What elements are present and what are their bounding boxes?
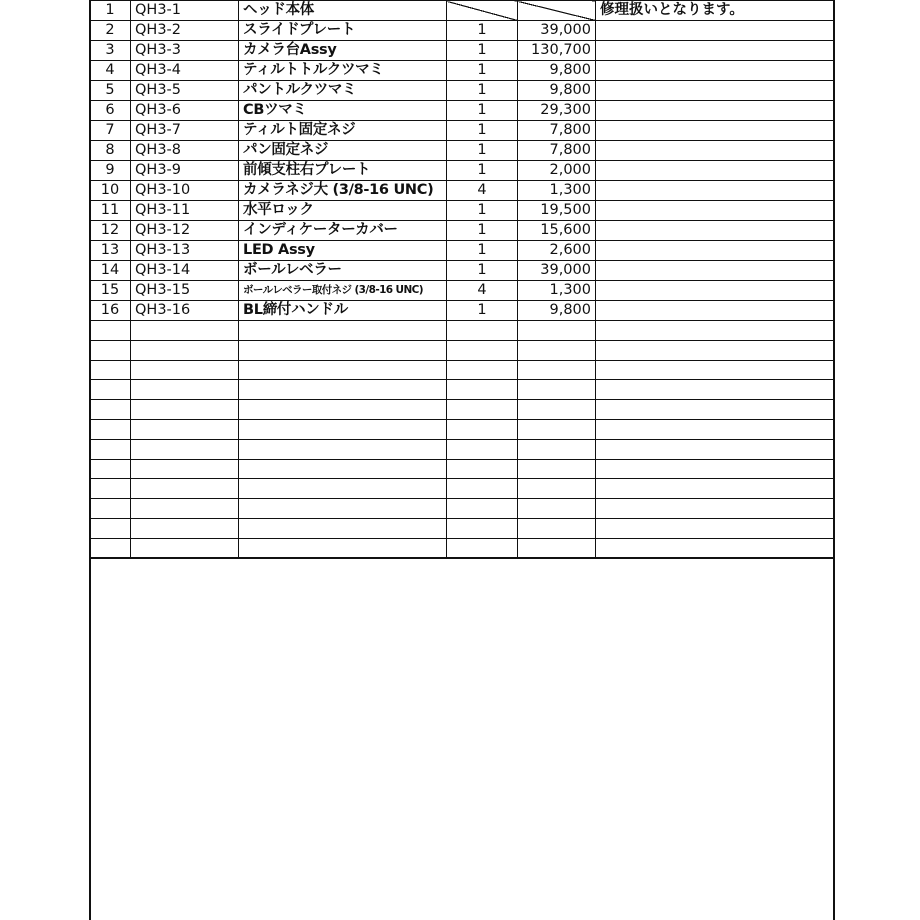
empty-part-name-cell bbox=[239, 499, 447, 519]
empty-remarks-cell bbox=[596, 439, 834, 459]
table-row bbox=[90, 121, 834, 141]
quantity-cell: 1 bbox=[447, 81, 518, 101]
empty-remarks-cell bbox=[596, 419, 834, 439]
part-name-cell: インディケーターカバー bbox=[239, 221, 447, 241]
empty-table-row bbox=[90, 340, 834, 360]
empty-remarks-cell bbox=[596, 400, 834, 420]
unit-price-cell: 15,600 bbox=[518, 221, 596, 241]
table-row bbox=[90, 261, 834, 281]
empty-unit-price-cell bbox=[518, 459, 596, 479]
empty-quantity-cell bbox=[447, 518, 518, 538]
empty-remarks-cell bbox=[596, 538, 834, 558]
empty-remarks-cell bbox=[596, 321, 834, 341]
empty-quantity-cell bbox=[447, 400, 518, 420]
part-name-cell: ティルトトルクツマミ bbox=[239, 61, 447, 81]
quantity-cell: 1 bbox=[447, 21, 518, 41]
empty-unit-price-cell bbox=[518, 439, 596, 459]
empty-table-row bbox=[90, 400, 834, 420]
part-name-cell: カメラネジ大 (3/8-16 UNC) bbox=[239, 181, 447, 201]
remarks-cell: 修理扱いとなります。 bbox=[596, 1, 834, 21]
empty-remarks-cell bbox=[596, 459, 834, 479]
row-number-cell: 15 bbox=[90, 281, 131, 301]
quantity-cell bbox=[447, 1, 518, 21]
empty-remarks-cell bbox=[596, 380, 834, 400]
part-code-cell: QH3-2 bbox=[131, 21, 239, 41]
row-number-cell: 11 bbox=[90, 201, 131, 221]
part-code-cell: QH3-6 bbox=[131, 101, 239, 121]
empty-unit-price-cell bbox=[518, 340, 596, 360]
empty-unit-price-cell bbox=[518, 380, 596, 400]
empty-part-code-cell bbox=[131, 479, 239, 499]
empty-part-code-cell bbox=[131, 499, 239, 519]
part-name-cell: スライドプレート bbox=[239, 21, 447, 41]
unit-price-cell: 130,700 bbox=[518, 41, 596, 61]
remarks-cell bbox=[596, 141, 834, 161]
empty-table-row bbox=[90, 419, 834, 439]
remarks-cell bbox=[596, 161, 834, 181]
row-number-cell: 12 bbox=[90, 221, 131, 241]
part-code-cell: QH3-16 bbox=[131, 301, 239, 321]
empty-part-code-cell bbox=[131, 380, 239, 400]
quantity-cell: 1 bbox=[447, 61, 518, 81]
part-name-cell: BL締付ハンドル bbox=[239, 301, 447, 321]
remarks-cell bbox=[596, 261, 834, 281]
empty-quantity-cell bbox=[447, 360, 518, 380]
remarks-cell bbox=[596, 301, 834, 321]
empty-remarks-cell bbox=[596, 360, 834, 380]
empty-table-row bbox=[90, 479, 834, 499]
row-number-cell: 1 bbox=[90, 1, 131, 21]
empty-row-number-cell bbox=[90, 419, 131, 439]
remarks-cell bbox=[596, 101, 834, 121]
remarks-cell bbox=[596, 221, 834, 241]
row-number-cell: 6 bbox=[90, 101, 131, 121]
quantity-cell: 4 bbox=[447, 181, 518, 201]
unit-price-cell: 9,800 bbox=[518, 61, 596, 81]
table-row bbox=[90, 101, 834, 121]
empty-table-row bbox=[90, 360, 834, 380]
table-row bbox=[90, 1, 834, 21]
row-number-cell: 4 bbox=[90, 61, 131, 81]
row-number-cell: 14 bbox=[90, 261, 131, 281]
row-number-cell: 9 bbox=[90, 161, 131, 181]
quantity-cell: 1 bbox=[447, 221, 518, 241]
empty-row-number-cell bbox=[90, 439, 131, 459]
empty-part-name-cell bbox=[239, 380, 447, 400]
empty-part-name-cell bbox=[239, 538, 447, 558]
parts-table-body bbox=[90, 1, 834, 559]
table-row bbox=[90, 21, 834, 41]
part-code-cell: QH3-8 bbox=[131, 141, 239, 161]
row-number-cell: 13 bbox=[90, 241, 131, 261]
empty-row-number-cell bbox=[90, 400, 131, 420]
empty-part-code-cell bbox=[131, 419, 239, 439]
empty-unit-price-cell bbox=[518, 518, 596, 538]
empty-quantity-cell bbox=[447, 499, 518, 519]
empty-unit-price-cell bbox=[518, 419, 596, 439]
empty-part-name-cell bbox=[239, 340, 447, 360]
remarks-cell bbox=[596, 281, 834, 301]
unit-price-cell: 29,300 bbox=[518, 101, 596, 121]
empty-row-number-cell bbox=[90, 380, 131, 400]
empty-quantity-cell bbox=[447, 459, 518, 479]
part-code-cell: QH3-9 bbox=[131, 161, 239, 181]
quantity-cell: 1 bbox=[447, 241, 518, 261]
part-name-cell: パントルクツマミ bbox=[239, 81, 447, 101]
parts-price-table bbox=[89, 0, 834, 559]
empty-part-name-cell bbox=[239, 479, 447, 499]
part-code-cell: QH3-14 bbox=[131, 261, 239, 281]
empty-unit-price-cell bbox=[518, 538, 596, 558]
empty-part-name-cell bbox=[239, 321, 447, 341]
empty-part-code-cell bbox=[131, 518, 239, 538]
empty-part-name-cell bbox=[239, 518, 447, 538]
remarks-cell bbox=[596, 121, 834, 141]
empty-row-number-cell bbox=[90, 360, 131, 380]
empty-remarks-cell bbox=[596, 518, 834, 538]
part-code-cell: QH3-5 bbox=[131, 81, 239, 101]
table-row bbox=[90, 81, 834, 101]
unit-price-cell: 7,800 bbox=[518, 121, 596, 141]
empty-table-row bbox=[90, 459, 834, 479]
empty-quantity-cell bbox=[447, 439, 518, 459]
empty-part-code-cell bbox=[131, 360, 239, 380]
part-name-cell: 前傾支柱右プレート bbox=[239, 161, 447, 181]
empty-part-code-cell bbox=[131, 538, 239, 558]
remarks-cell bbox=[596, 61, 834, 81]
part-code-cell: QH3-3 bbox=[131, 41, 239, 61]
unit-price-cell: 19,500 bbox=[518, 201, 596, 221]
quantity-cell: 1 bbox=[447, 301, 518, 321]
empty-table-row bbox=[90, 380, 834, 400]
part-name-cell: パン固定ネジ bbox=[239, 141, 447, 161]
remarks-cell bbox=[596, 21, 834, 41]
table-row bbox=[90, 301, 834, 321]
unit-price-cell: 2,600 bbox=[518, 241, 596, 261]
empty-quantity-cell bbox=[447, 479, 518, 499]
empty-row-number-cell bbox=[90, 499, 131, 519]
empty-row-number-cell bbox=[90, 479, 131, 499]
quantity-cell: 1 bbox=[447, 161, 518, 181]
remarks-cell bbox=[596, 201, 834, 221]
part-code-cell: QH3-4 bbox=[131, 61, 239, 81]
empty-quantity-cell bbox=[447, 538, 518, 558]
part-code-cell: QH3-7 bbox=[131, 121, 239, 141]
empty-part-code-cell bbox=[131, 321, 239, 341]
remarks-cell bbox=[596, 81, 834, 101]
table-row bbox=[90, 161, 834, 181]
empty-part-code-cell bbox=[131, 459, 239, 479]
empty-remarks-cell bbox=[596, 340, 834, 360]
part-code-cell: QH3-10 bbox=[131, 181, 239, 201]
table-row bbox=[90, 281, 834, 301]
empty-row-number-cell bbox=[90, 459, 131, 479]
empty-quantity-cell bbox=[447, 340, 518, 360]
part-name-cell: CBツマミ bbox=[239, 101, 447, 121]
empty-part-name-cell bbox=[239, 360, 447, 380]
table-row bbox=[90, 201, 834, 221]
quantity-cell: 1 bbox=[447, 101, 518, 121]
unit-price-cell: 1,300 bbox=[518, 181, 596, 201]
empty-quantity-cell bbox=[447, 321, 518, 341]
empty-part-code-cell bbox=[131, 400, 239, 420]
part-name-cell: ボールレベラー取付ネジ (3/8-16 UNC) bbox=[239, 281, 447, 301]
table-row bbox=[90, 241, 834, 261]
empty-row-number-cell bbox=[90, 518, 131, 538]
unit-price-cell: 2,000 bbox=[518, 161, 596, 181]
part-code-cell: QH3-13 bbox=[131, 241, 239, 261]
empty-table-row bbox=[90, 518, 834, 538]
table-row bbox=[90, 181, 834, 201]
remarks-cell bbox=[596, 181, 834, 201]
row-number-cell: 5 bbox=[90, 81, 131, 101]
part-name-cell: ボールレベラー bbox=[239, 261, 447, 281]
empty-unit-price-cell bbox=[518, 400, 596, 420]
empty-unit-price-cell bbox=[518, 479, 596, 499]
empty-part-code-cell bbox=[131, 439, 239, 459]
part-name-cell: LED Assy bbox=[239, 241, 447, 261]
part-name-cell: 水平ロック bbox=[239, 201, 447, 221]
part-name-cell: カメラ台Assy bbox=[239, 41, 447, 61]
row-number-cell: 2 bbox=[90, 21, 131, 41]
part-code-cell: QH3-1 bbox=[131, 1, 239, 21]
empty-table-row bbox=[90, 321, 834, 341]
unit-price-cell: 1,300 bbox=[518, 281, 596, 301]
quantity-cell: 1 bbox=[447, 201, 518, 221]
unit-price-cell: 39,000 bbox=[518, 261, 596, 281]
row-number-cell: 7 bbox=[90, 121, 131, 141]
table-row bbox=[90, 41, 834, 61]
table-row bbox=[90, 141, 834, 161]
quantity-cell: 1 bbox=[447, 121, 518, 141]
empty-part-name-cell bbox=[239, 439, 447, 459]
unit-price-cell: 9,800 bbox=[518, 301, 596, 321]
row-number-cell: 3 bbox=[90, 41, 131, 61]
unit-price-cell: 7,800 bbox=[518, 141, 596, 161]
empty-part-code-cell bbox=[131, 340, 239, 360]
quantity-cell: 1 bbox=[447, 41, 518, 61]
empty-remarks-cell bbox=[596, 479, 834, 499]
empty-unit-price-cell bbox=[518, 499, 596, 519]
empty-part-name-cell bbox=[239, 419, 447, 439]
row-number-cell: 16 bbox=[90, 301, 131, 321]
part-code-cell: QH3-15 bbox=[131, 281, 239, 301]
remarks-cell bbox=[596, 241, 834, 261]
table-row bbox=[90, 221, 834, 241]
row-number-cell: 10 bbox=[90, 181, 131, 201]
part-code-cell: QH3-12 bbox=[131, 221, 239, 241]
empty-table-row bbox=[90, 439, 834, 459]
part-name-cell: ヘッド本体 bbox=[239, 1, 447, 21]
unit-price-cell: 9,800 bbox=[518, 81, 596, 101]
quantity-cell: 4 bbox=[447, 281, 518, 301]
part-code-cell: QH3-11 bbox=[131, 201, 239, 221]
remarks-cell bbox=[596, 41, 834, 61]
empty-part-name-cell bbox=[239, 459, 447, 479]
table-row bbox=[90, 61, 834, 81]
row-number-cell: 8 bbox=[90, 141, 131, 161]
empty-part-name-cell bbox=[239, 400, 447, 420]
unit-price-cell: 39,000 bbox=[518, 21, 596, 41]
empty-table-row bbox=[90, 499, 834, 519]
empty-unit-price-cell bbox=[518, 360, 596, 380]
empty-quantity-cell bbox=[447, 380, 518, 400]
empty-row-number-cell bbox=[90, 321, 131, 341]
empty-unit-price-cell bbox=[518, 321, 596, 341]
quantity-cell: 1 bbox=[447, 141, 518, 161]
empty-row-number-cell bbox=[90, 538, 131, 558]
empty-remarks-cell bbox=[596, 499, 834, 519]
empty-row-number-cell bbox=[90, 340, 131, 360]
quantity-cell: 1 bbox=[447, 261, 518, 281]
part-name-cell: ティルト固定ネジ bbox=[239, 121, 447, 141]
empty-table-row bbox=[90, 538, 834, 558]
empty-quantity-cell bbox=[447, 419, 518, 439]
unit-price-cell bbox=[518, 1, 596, 21]
